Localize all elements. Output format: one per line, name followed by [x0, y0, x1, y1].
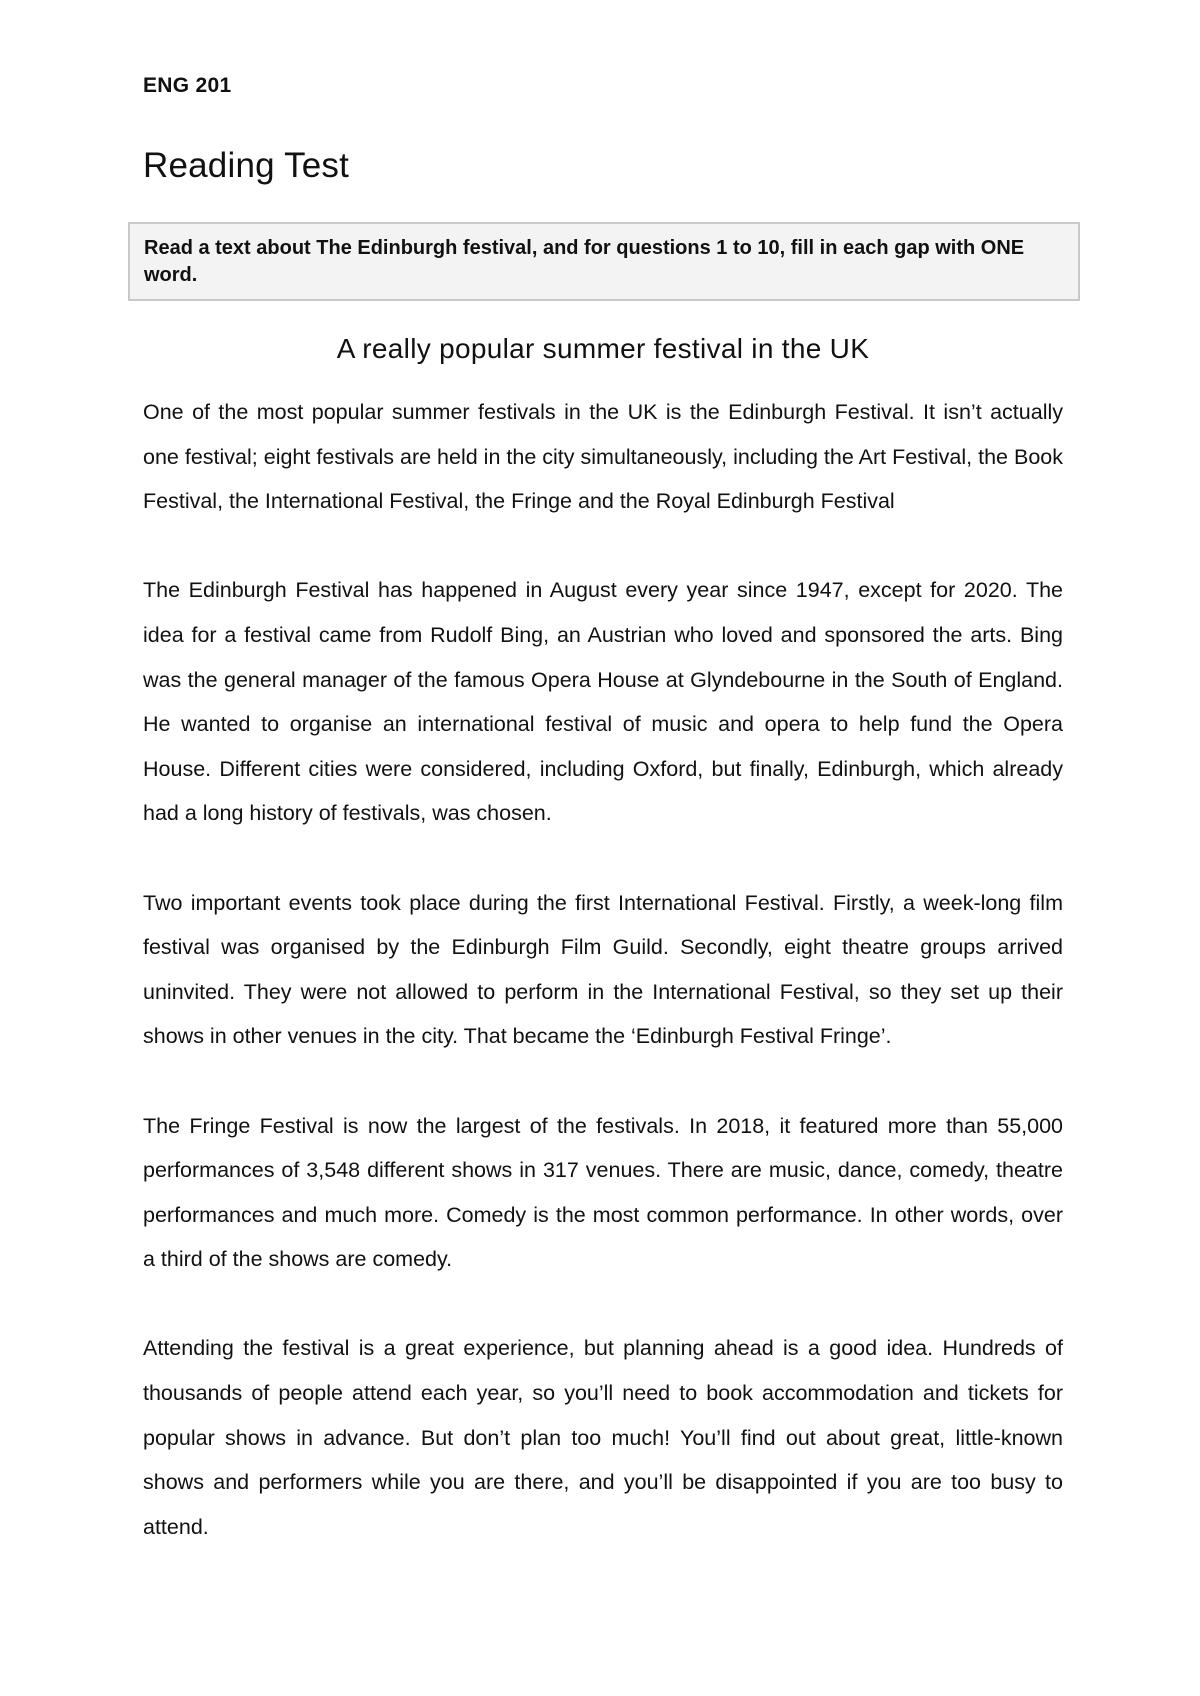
instruction-text: Read a text about The Edinburgh festival, and for questions 1 to 10, fill in each gap with ONE word. [144, 237, 1025, 286]
instruction-box [128, 222, 1080, 301]
article-paragraph: One of the most popular summer festivals in the UK is the Edinburgh Festival. It isn’t actually one festival; eight festivals are held in the city simultaneously, including the Art Festival, the Book Festival, the International Festival, the Fringe and the Royal Edinburgh Festival [143, 400, 1063, 514]
page-title: Reading Test [143, 146, 350, 185]
article-paragraph: The Edinburgh Festival has happened in August every year since 1947, except for 2020. The idea for a festival came from Rudolf Bing, an Austrian who loved and sponsored the arts. Bing was the general manager of the famous Opera House at Glyndebourne in the South of England. He wanted to organise an international festival of music and opera to help fund the Opera House. Different cities were considered, including Oxford, but finally, Edinburgh, which already had a long history of festivals, was chosen. [143, 578, 1063, 826]
article-body [143, 390, 1063, 1549]
course-code: ENG 201 [143, 74, 232, 97]
article-paragraph: Two important events took place during the first International Festival. Firstly, a week-long film festival was organised by the Edinburgh Film Guild. Secondly, eight theatre groups arrived uninvited. They were not allowed to perform in the International Festival, so they set up their shows in other venues in the city. That became the ‘Edinburgh Festival Fringe’. [143, 890, 1063, 1049]
article-paragraph: The Fringe Festival is now the largest of the festivals. In 2018, it featured more than 55,000 performances of 3,548 different shows in 317 venues. There are music, dance, comedy, theatre performances and much more. Comedy is the most common performance. In other words, over a third of the shows are comedy. [143, 1113, 1063, 1272]
article-subtitle: A really popular summer festival in the UK [336, 333, 870, 364]
article-paragraph: Attending the festival is a great experience, but planning ahead is a good idea. Hundreds of thousands of people attend each year, so you’ll need to book accommodation and tickets for popular shows in advance. But don’t plan too much! You’ll find out about great, little-known shows and performers while you are there, and you’ll be disappointed if you are too busy to attend. [143, 1336, 1063, 1539]
